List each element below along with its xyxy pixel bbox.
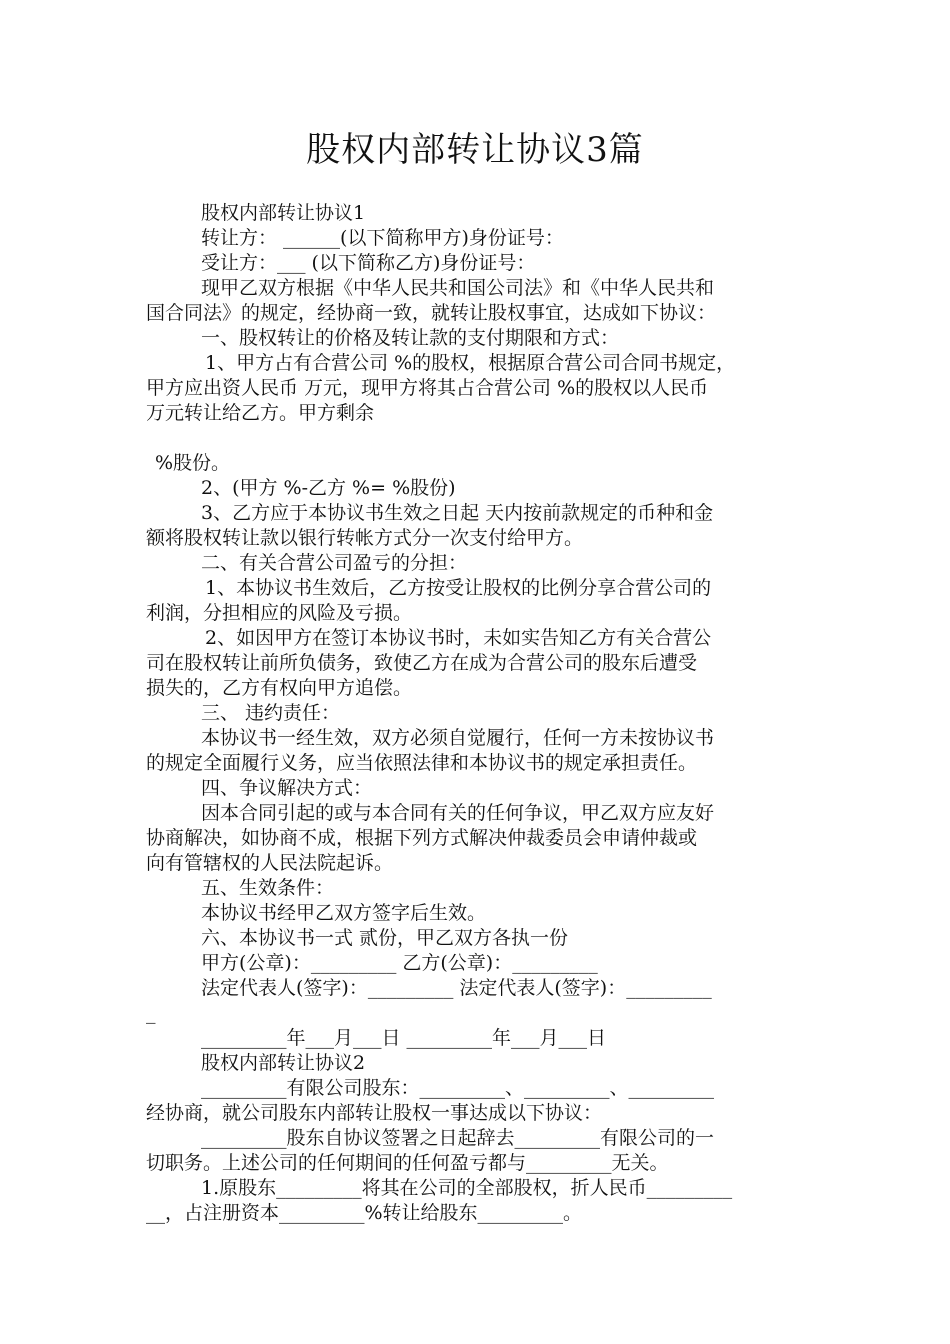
paragraph-line: 利润，分担相应的风险及亏损。 <box>146 602 413 624</box>
paragraph-line: 1、甲方占有合营公司 %的股权，根据原合营公司合同书规定， <box>205 352 736 374</box>
paragraph-line: 国合同法》的规定，经协商一致，就转让股权事宜，达成如下协议： <box>146 302 717 324</box>
paragraph-line: 本协议书一经生效，双方必须自觉履行，任何一方未按协议书 <box>201 727 715 749</box>
paragraph-line: 甲方应出资人民币 万元，现甲方将其占合营公司 %的股权以人民币 <box>146 377 709 399</box>
paragraph-line: 损失的，乙方有权向甲方追偿。 <box>146 677 413 699</box>
section-heading-2: 股权内部转让协议2 <box>201 1052 366 1074</box>
transferor-line: 转让方： ______(以下简称甲方)身份证号： <box>201 227 564 249</box>
paragraph-line: _________股东自协议签署之日起辞去_________有限公司的一 <box>201 1127 715 1149</box>
paragraph-line: 本协议书经甲乙双方签字后生效。 <box>201 902 487 924</box>
paragraph-line: 切职务。上述公司的任何期间的任何盈亏都与_________无关。 <box>146 1152 669 1174</box>
paragraph-line: 六、本协议书一式 贰份，甲乙双方各执一份 <box>201 927 569 949</box>
paragraph-line: %股份。 <box>155 452 231 474</box>
paragraph-line: 司在股权转让前所负债务，致使乙方在成为合营公司的股东后遭受 <box>146 652 698 674</box>
clause-heading: 四、争议解决方式： <box>201 777 373 799</box>
transferee-line: 受让方：___ (以下简称乙方)身份证号： <box>201 252 536 274</box>
section-heading-1: 股权内部转让协议1 <box>201 202 366 224</box>
clause-heading: 三、 违约责任： <box>201 702 341 724</box>
paragraph-line: 万元转让给乙方。甲方剩余 <box>146 402 375 424</box>
date-line: _________年___月___日 _________年___月___日 <box>201 1027 607 1049</box>
document-title: 股权内部转让协议3篇 <box>306 130 644 170</box>
paragraph-line: 1、本协议书生效后，乙方按受让股权的比例分享合营公司的 <box>205 577 712 599</box>
paragraph-line: 1.原股东_________将其在公司的全部股权，折人民币_________ <box>201 1177 733 1199</box>
paragraph-line: 2、如因甲方在签订本协议书时，未如实告知乙方有关合营公 <box>205 627 712 649</box>
paragraph-line: __，占注册资本_________%转让给股东_________。 <box>146 1202 583 1224</box>
signature-line-overflow: _ <box>146 1002 156 1024</box>
paragraph-line: 3、乙方应于本协议书生效之日起 天内按前款规定的币种和金 <box>201 502 714 524</box>
clause-heading: 五、生效条件： <box>201 877 335 899</box>
signature-line: 法定代表人(签字)：_________ 法定代表人(签字)：_________ <box>201 977 712 999</box>
paragraph-line: 的规定全面履行义务，应当依照法律和本协议书的规定承担责任。 <box>146 752 698 774</box>
paragraph-line: 经协商，就公司股东内部转让股权一事达成以下协议： <box>146 1102 603 1124</box>
clause-heading: 一、股权转让的价格及转让款的支付期限和方式： <box>201 327 620 349</box>
paragraph-line: 向有管辖权的人民法院起诉。 <box>146 852 394 874</box>
clause-heading: 二、有关合营公司盈亏的分担： <box>201 552 468 574</box>
paragraph-line: 因本合同引起的或与本合同有关的任何争议，甲乙双方应友好 <box>201 802 715 824</box>
paragraph-line: 现甲乙双方根据《中华人民共和国公司法》和《中华人民共和 <box>201 277 715 299</box>
paragraph-line: 额将股权转让款以银行转帐方式分一次支付给甲方。 <box>146 527 584 549</box>
paragraph-line: 协商解决，如协商不成，根据下列方式解决仲裁委员会申请仲裁或 <box>146 827 698 849</box>
seal-line: 甲方(公章)：_________ 乙方(公章)：_________ <box>201 952 598 974</box>
paragraph-line: 2、(甲方 %-乙方 %= %股份) <box>201 477 456 499</box>
shareholders-line: _________有限公司股东：_________、_________、_________ <box>201 1077 715 1099</box>
